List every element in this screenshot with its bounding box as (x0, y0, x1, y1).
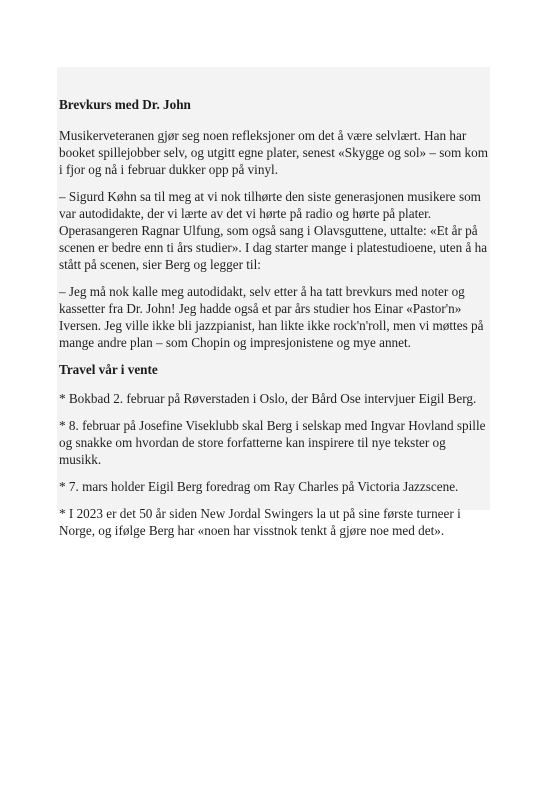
paragraph-3: – Jeg må nok kalle meg autodidakt, selv etter å ha tatt brevkurs med noter og kassetter fra Dr. John! Jeg hadde også et par års studier hos Einar «Pastor'n» Iversen. Jeg ville ikke bli jazzpianist, han likte ikke rock'n'roll, men vi møttes på mange andre plan – som Chopin og impresjonistene og mye annet. (59, 284, 484, 350)
event-item-2: * 8. februar på Josefine Viseklubb skal Berg i selskap med Ingvar Hovland spille og snakke om hvordan de store forfatterne kan inspirere til nye tekster og musikk. (59, 418, 486, 467)
paragraph-1: Musikerveteranen gjør seg noen refleksjoner om det å være selvlært. Han har booket spillejobber selv, og utgitt egne plater, senest «Skygge og sol» – som kom i fjor og nå i februar dukker opp på vinyl. (59, 128, 488, 177)
paragraph-2: – Sigurd Køhn sa til meg at vi nok tilhørte den siste generasjonen musikere som var autodidakte, der vi lærte av det vi hørte på radio og hørte på plater. Operasangeren Ragnar Ulfung, som også sang i Olavsguttene, uttalte: «Et år på scenen er bedre enn ti års studier». I dag starter mange i platestudioene, uten å ha stått på scenen, sier Berg og legger til: (59, 189, 488, 272)
event-item-1: * Bokbad 2. februar på Røverstaden i Oslo, der Bård Ose intervjuer Eigil Berg. (59, 391, 477, 406)
article-body (59, 96, 491, 549)
section-heading-travel: Travel vår i vente (59, 362, 158, 377)
event-item-3: * 7. mars holder Eigil Berg foredrag om Ray Charles på Victoria Jazzscene. (59, 479, 459, 494)
section-heading-brevkurs: Brevkurs med Dr. John (59, 97, 191, 112)
event-item-4: * I 2023 er det 50 år siden New Jordal Swingers la ut på sine første turneer i Norge, og ifølge Berg har «noen har visstnok tenkt å gjøre noe med det». (59, 506, 461, 538)
